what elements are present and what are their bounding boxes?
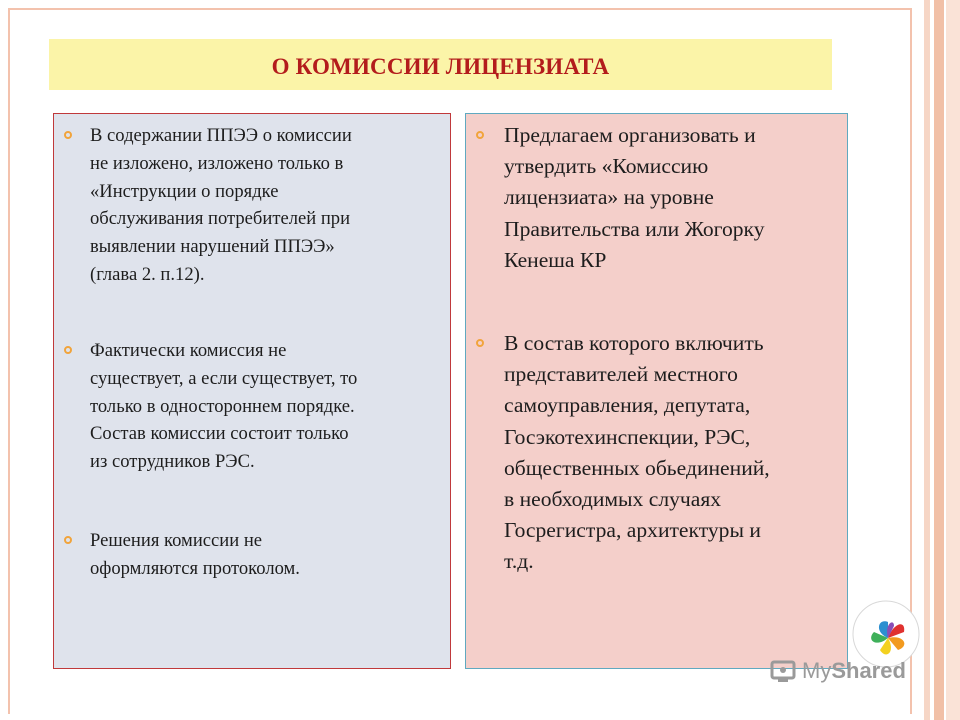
right-panel	[465, 113, 848, 669]
bullet-text: Решения комиссии не оформляются протоколом.	[90, 530, 300, 579]
list-item	[476, 328, 770, 578]
title-bar	[49, 39, 832, 90]
list-item	[64, 527, 300, 583]
list-item	[64, 122, 352, 289]
bullet-text: В содержании ППЭЭ о комиссии не изложено, изложено только в «Инструкции о порядке обслуживания потребителей при выявлении нарушений ППЭЭ» (глава 2. п.12).	[90, 125, 352, 285]
myshared-watermark	[768, 656, 906, 686]
list-item	[476, 120, 765, 276]
watermark-suffix: Shared	[831, 658, 906, 683]
ring-bullet-icon	[64, 131, 72, 139]
ring-bullet-icon	[64, 346, 72, 354]
bullet-text: Фактически комиссия не существует, а если существует, то только в одностороннем порядке. Состав комиссии состоит только из сотрудников РЭС.	[90, 340, 358, 473]
edge-strip	[934, 0, 944, 720]
watermark-prefix: My	[802, 658, 832, 683]
list-item	[64, 337, 357, 476]
myshared-icon	[768, 656, 798, 686]
left-panel	[53, 113, 451, 669]
slide-title: О КОМИССИИ ЛИЦЕНЗИАТА	[271, 53, 610, 79]
ring-bullet-icon	[476, 131, 484, 139]
ring-bullet-icon	[476, 339, 484, 347]
ring-bullet-icon	[64, 536, 72, 544]
edge-strip	[924, 0, 930, 720]
bullet-text: В состав которого включить представителей местного самоуправления, депутата, Госэкотехинспекции, РЭС, общественных обьединений, в необходимых случаях Госрегистра, архитектуры и т.д.	[504, 331, 770, 574]
bullet-text: Предлагаем организовать и утвердить «Комиссию лицензиата» на уровне Правительства или Жогорку Кенеша КР	[504, 123, 765, 272]
edge-strip	[946, 0, 960, 720]
